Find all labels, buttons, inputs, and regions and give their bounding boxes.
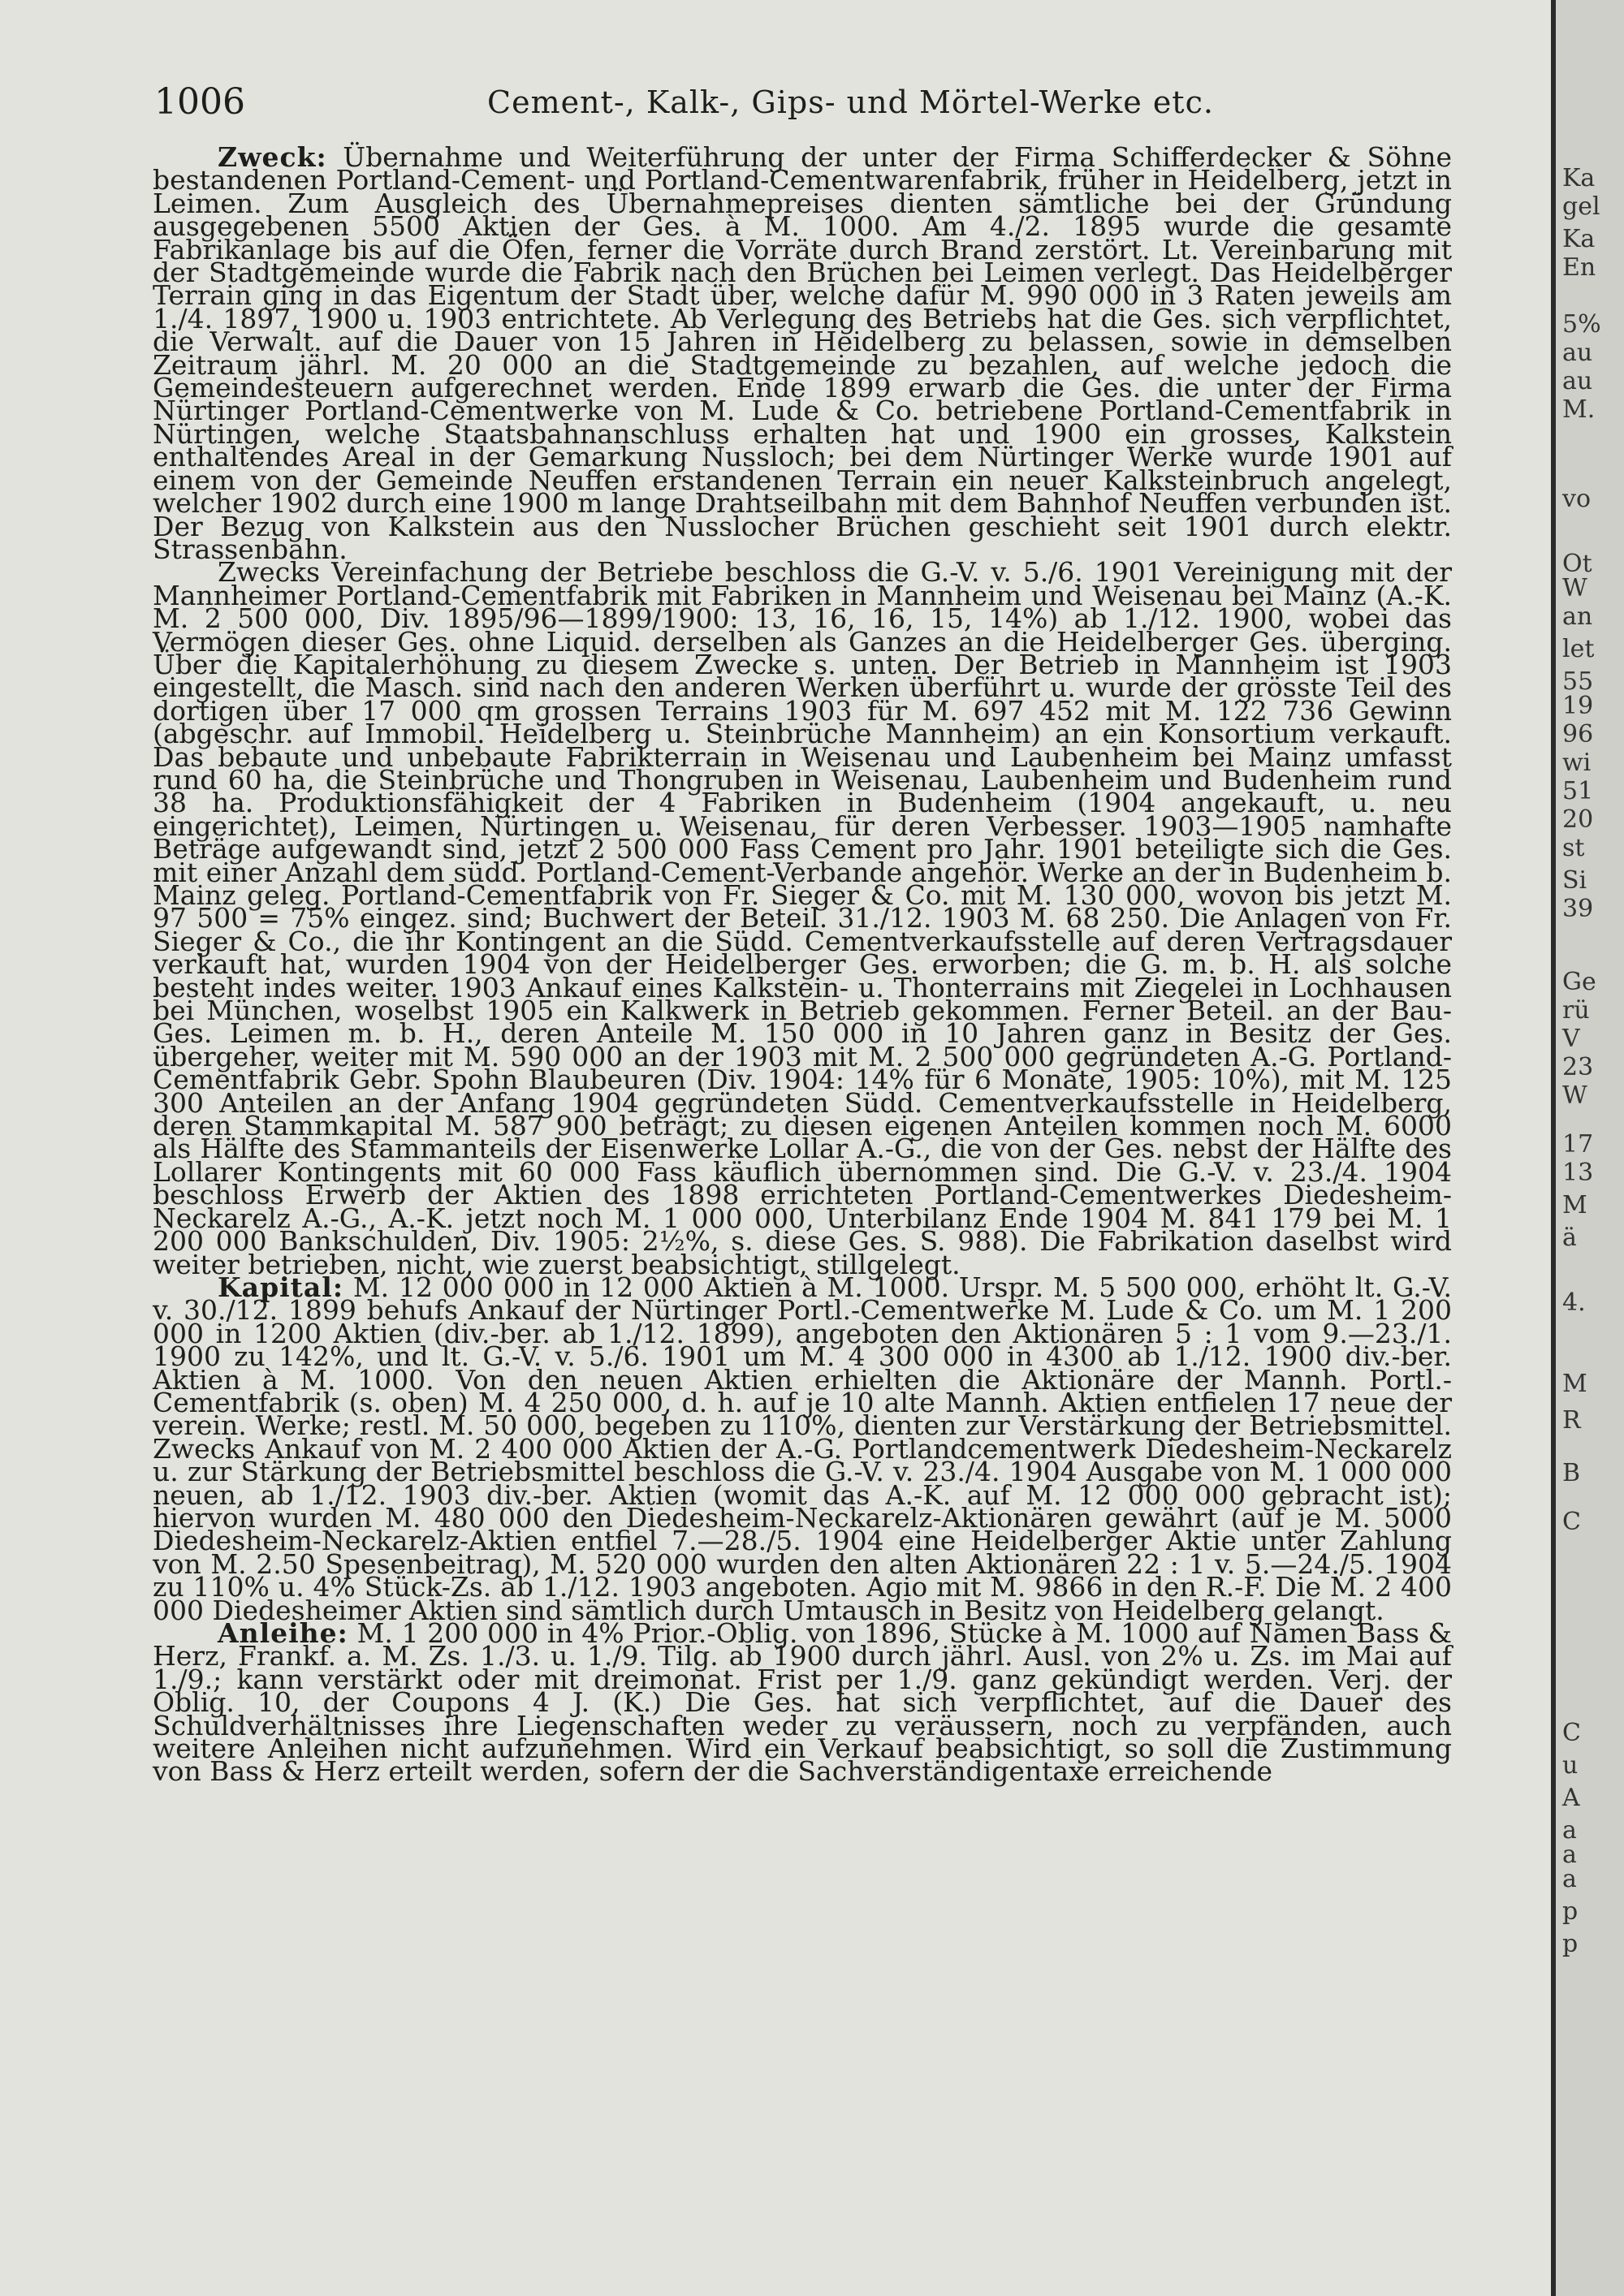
paragraph-zweck-2: Zwecks Vereinfachung der Betriebe beschloss die G.-V. v. 5./6. 1901 Vereinigung mit der Mannheimer Portland-Cementfabrik mit Fabriken in Mannheim und Weisenau bei Mainz (A.-K. M. 2 500 000, Div. 1895/96—1899/1900: 13, 16, 16, 15, 14%) ab 1./12. 1900, wobei das Vermögen dieser Ges. ohne Liquid. derselben als Ganzes an die Heidelberger Ges. überging. Über die Kapitalerhöhung zu diesem Zwecke s. unten. Der Betrieb in Mannheim ist 1903 eingestellt, die Masch. sind nach den anderen Werken überführt u. wurde der grösste Teil des dortigen über 17 000 qm grossen Terrains 1903 für M. 697 452 mit M. 122 736 Gewinn (abgeschr. auf Immobil. Heidelberg u. Steinbrüche Mannheim) an ein Konsortium verkauft. Das bebaute und unbebaute Fabrikterrain in Weisenau und Laubenheim bei Mainz umfasst rund 60 ha, die Steinbrüche und Thongruben in Weisenau, Laubenheim und Budenheim rund 38 ha. Produktionsfähigkeit der 4 Fabriken in Budenheim (1904 angekauft, u. neu eingerichtet), Leimen, Nürtingen u. Weisenau, für deren Verbesser. 1903—1905 namhafte Beträge aufgewandt sind, jetzt 2 500 000 Fass Cement pro Jahr. 1901 beteiligte sich die Ges. mit einer Anzahl dem südd. Portland-Cement-Verbande angehör. Werke an der in Budenheim b. Mainz geleg. Portland-Cementfabrik von Fr. Sieger & Co. mit M. 130 000, wovon bis jetzt M. 97 500 = 75% eingez. sind; Buchwert der Beteil. 31./12. 1903 M. 68 250. Die Anlagen von Fr. Sieger & Co., die ihr Kontingent an die Südd. Cementverkaufsstelle auf deren Vertragsdauer verkauft hat, wurden 1904 von der Heidelberger Ges. erworben; die G. m. b. H. als solche besteht indes weiter. 1903 Ankauf eines Kalkstein- u. Thonterrains mit Ziegelei in Lochhausen bei München, woselbst 1905 ein Kalkwerk in Betrieb gekommen. Ferner Beteil. an der Bau-Ges. Leimen m. b. H., deren Anteile M. 150 000 in 10 Jahren ganz in Besitz der Ges. übergeher, weiter mit M. 590 000 an der 1903 mit M. 2 500 000 gegründeten A.-G. Portland-Cementfabrik Gebr. Spohn Blaubeuren (Div. 1904: 14% für 6 Monate, 1905: 10%), mit M. 125 300 Anteilen an der Anfang 1904 gegründeten Südd. Cementverkaufsstelle in Heidelberg, deren Stammkapital M. 587 900 beträgt; zu diesen eigenen Anteilen kommen noch M. 6000 als Hälfte des Stammanteils der Eisenwerke Lollar A.-G., die von der Ges. nebst der Hälfte des Lollarer Kontingents mit 60 000 Fass käuflich übernommen sind. Die G.-V. v. 23./4. 1904 beschloss Erwerb der Aktien des 1898 errichteten Portland-Cementwerkes Diedesheim-Neckarelz A.-G., A.-K. jetzt noch M. 1 000 000, Unterbilanz Ende 1904 M. 841 179 bei M. 1 200 000 Bankschulden, Div. 1905: 2½%, s. diese Ges. S. 988). Die Fabrikation daselbst wird weiter betrieben, nicht, wie zuerst beabsichtigt, stillgelegt. [153, 556, 1452, 1280]
adjacent-page-fragment: C [1562, 1719, 1581, 1747]
section-heading-anleihe: Anleihe: [218, 1617, 348, 1649]
adjacent-page-fragment: wi [1562, 749, 1592, 777]
adjacent-page-fragment: 5% [1562, 310, 1601, 339]
adjacent-page-fragment: Si [1562, 866, 1587, 895]
adjacent-page-fragment: a [1562, 1865, 1577, 1893]
paragraph-text: M. 1 200 000 in 4% Prior.-Oblig. von 1896, Stücke à M. 1000 auf Namen Bass & Herz, Frankf. a. M. Zs. 1./3. u. 1./9. Tilg. ab 1900 durch jährl. Ausl. von 2% u. Zs. im Mai auf 1./9.; kann verstärkt oder mit dreimonat. Frist per 1./9. ganz gekündigt werden. Verj. der Oblig. 10, der Coupons 4 J. (K.) Die Ges. hat sich verpflichtet, auf die Dauer des Schuldverhältnisses ihre Liegenschaften weder zu veräussern, noch zu verpfänden, auch weitere Anleihen nicht aufzunehmen. Wird ein Verkauf beabsichtigt, so soll die Zustimmung von Bass & Herz erteilt werden, sofern der die Sachverständigentaxe erreichende [153, 1617, 1452, 1788]
adjacent-page-fragment: M [1562, 1191, 1587, 1219]
adjacent-page-fragment: vo [1562, 485, 1592, 513]
adjacent-page-fragment: au [1562, 367, 1593, 395]
section-heading-kapital: Kapital: [218, 1271, 344, 1303]
paragraph-text: M. 12 000 000 in 12 000 Aktien à M. 1000. Urspr. M. 5 500 000, erhöht lt. G.-V. v. 30./12. 1899 behufs Ankauf der Nürtinger Portl.-Cementwerke M. Lude & Co. um M. 1 200 000 in 1200 Aktien (div.-ber. ab 1./12. 1899), angeboten den Aktionären 5 : 1 vom 9.—23./1. 1900 zu 142%, und lt. G.-V. v. 5./6. 1901 um M. 4 300 000 in 4300 ab 1./12. 1900 div.-ber. Aktien à M. 1000. Von den neuen Aktien erhielten die Aktionäre der Mannh. Portl.-Cementfabrik (s. oben) M. 4 250 000, d. h. auf je 10 alte Mannh. Aktien entfielen 17 neue der verein. Werke; restl. M. 50 000, begeben zu 110%, dienten zur Verstärkung der Betriebsmittel. Zwecks Ankauf von M. 2 400 000 Aktien der A.-G. Portlandcementwerk Diedesheim-Neckarelz u. zur Stärkung der Betriebsmittel beschloss die G.-V. v. 23./4. 1904 Ausgabe von M. 1 000 000 neuen, ab 1./12. 1903 div.-ber. Aktien (womit das A.-K. auf M. 12 000 000 gebracht ist); hiervon wurden M. 480 000 den Diedesheim-Neckarelz-Aktionären gewährt (auf je M. 5000 Diedesheim-Neckarelz-Aktien entfiel 7.—28./5. 1904 eine Heidelberger Aktie unter Zahlung von M. 2.50 Spesenbeitrag), M. 520 000 wurden den alten Aktionären 22 : 1 v. 5.—24./5. 1904 zu 110% u. 4% Stück-Zs. ab 1./12. 1903 angeboten. Agio mit M. 9866 in den R.-F. Die M. 2 400 000 Diedesheimer Aktien sind sämtlich durch Umtausch in Besitz von Heidelberg gelangt. [153, 1271, 1452, 1626]
adjacent-page-fragment: p [1562, 1930, 1579, 1958]
adjacent-page-fragment: 96 [1562, 720, 1594, 749]
adjacent-page-fragment: ä [1562, 1224, 1577, 1252]
paragraph-anleihe [153, 1617, 1452, 1788]
paragraph-kapital [153, 1271, 1452, 1626]
adjacent-page-fragment: Ka [1562, 225, 1596, 253]
adjacent-page-fragment: R [1562, 1406, 1581, 1435]
paragraph-zweck-1 [153, 141, 1452, 565]
adjacent-page-edge [1551, 0, 1624, 2296]
adjacent-page-fragment: gel [1562, 192, 1600, 221]
adjacent-page-fragment: B [1562, 1459, 1581, 1487]
adjacent-page-fragment: 39 [1562, 895, 1594, 923]
page-number: 1006 [154, 81, 245, 123]
adjacent-page-fragment: an [1562, 602, 1593, 631]
section-heading-zweck: Zweck: [218, 141, 327, 173]
adjacent-page-fragment: 4. [1562, 1288, 1586, 1317]
adjacent-page-fragment: W [1562, 1081, 1587, 1110]
adjacent-page-fragment: M. [1562, 395, 1596, 424]
paragraph-text: Übernahme und Weiterführung der unter der Firma Schifferdecker & Söhne bestandenen Portland-Cement- und Portland-Cementwarenfabrik, früher in Heidelberg, jetzt in Leimen. Zum Ausgleich des Übernahmepreises dienten sämtliche bei der Gründung ausgegebenen 5500 Aktien der Ges. à M. 1000. Am 4./2. 1895 wurde die gesamte Fabrikanlage bis auf die Öfen, ferner die Vorräte durch Brand zerstört. Lt. Vereinbarung mit der Stadtgemeinde wurde die Fabrik nach den Brüchen bei Leimen verlegt. Das Heidelberger Terrain ging in das Eigentum der Stadt über, welche dafür M. 990 000 in 3 Raten jeweils am 1./4. 1897, 1900 u. 1903 entrichtete. Ab Verlegung des Betriebs hat die Ges. sich verpflichtet, die Verwalt. auf die Dauer von 15 Jahren in Heidelberg zu belassen, sowie in demselben Zeitraum jährl. M. 20 000 an die Stadtgemeinde zu bezahlen, auf welche jedoch die Gemeindesteuern aufgerechnet werden. Ende 1899 erwarb die Ges. die unter der Firma Nürtinger Portland-Cementwerke von M. Lude & Co. betriebene Portland-Cementfabrik in Nürtingen, welche Staatsbahnanschluss erhalten hat und 1900 ein grosses, Kalkstein enthaltendes Areal in der Gemarkung Nussloch; bei dem Nürtinger Werke wurde 1901 auf einem von der Gemeinde Neuffen erstandenen Terrain ein neuer Kalksteinbruch angelegt, welcher 1902 durch eine 1900 m lange Drahtseilbahn mit dem Bahnhof Neuffen verbunden ist. Der Bezug von Kalkstein aus den Nusslocher Brüchen geschieht seit 1901 durch elektr. Strassenbahn. [153, 141, 1452, 565]
adjacent-page-fragment: V [1562, 1025, 1580, 1053]
adjacent-page-fragment: Ge [1562, 968, 1596, 996]
adjacent-page-fragment: u [1562, 1751, 1579, 1780]
adjacent-page-fragment: 17 [1562, 1130, 1594, 1159]
adjacent-page-fragment: au [1562, 339, 1593, 367]
adjacent-page-fragment: M [1562, 1370, 1587, 1398]
adjacent-page-fragment: Ka [1562, 164, 1596, 192]
page-header [154, 81, 1453, 130]
adjacent-page-fragment: 55 [1562, 667, 1594, 696]
adjacent-page-fragment: W [1562, 574, 1587, 602]
adjacent-page-fragment: 51 [1562, 777, 1594, 805]
adjacent-page-fragment: En [1562, 253, 1596, 282]
adjacent-page-fragment: C [1562, 1508, 1581, 1536]
adjacent-page-fragment: 13 [1562, 1159, 1594, 1187]
adjacent-page-fragment: 19 [1562, 692, 1594, 720]
adjacent-page-fragment: p [1562, 1897, 1579, 1926]
adjacent-page-fragment: 23 [1562, 1053, 1594, 1081]
adjacent-page-fragment: rü [1562, 996, 1590, 1025]
adjacent-page-fragment: st [1562, 834, 1585, 862]
adjacent-page-fragment: 20 [1562, 805, 1594, 834]
running-title: Cement-, Kalk-, Gips- und Mörtel-Werke etc. [487, 84, 1214, 120]
adjacent-page-fragment: let [1562, 635, 1595, 663]
adjacent-page-fragment: A [1562, 1784, 1580, 1812]
body-text [153, 141, 1452, 1788]
adjacent-page-fragment: a [1562, 1841, 1577, 1869]
adjacent-page-fragment: Ot [1562, 550, 1592, 578]
adjacent-page-fragment: a [1562, 1816, 1577, 1845]
